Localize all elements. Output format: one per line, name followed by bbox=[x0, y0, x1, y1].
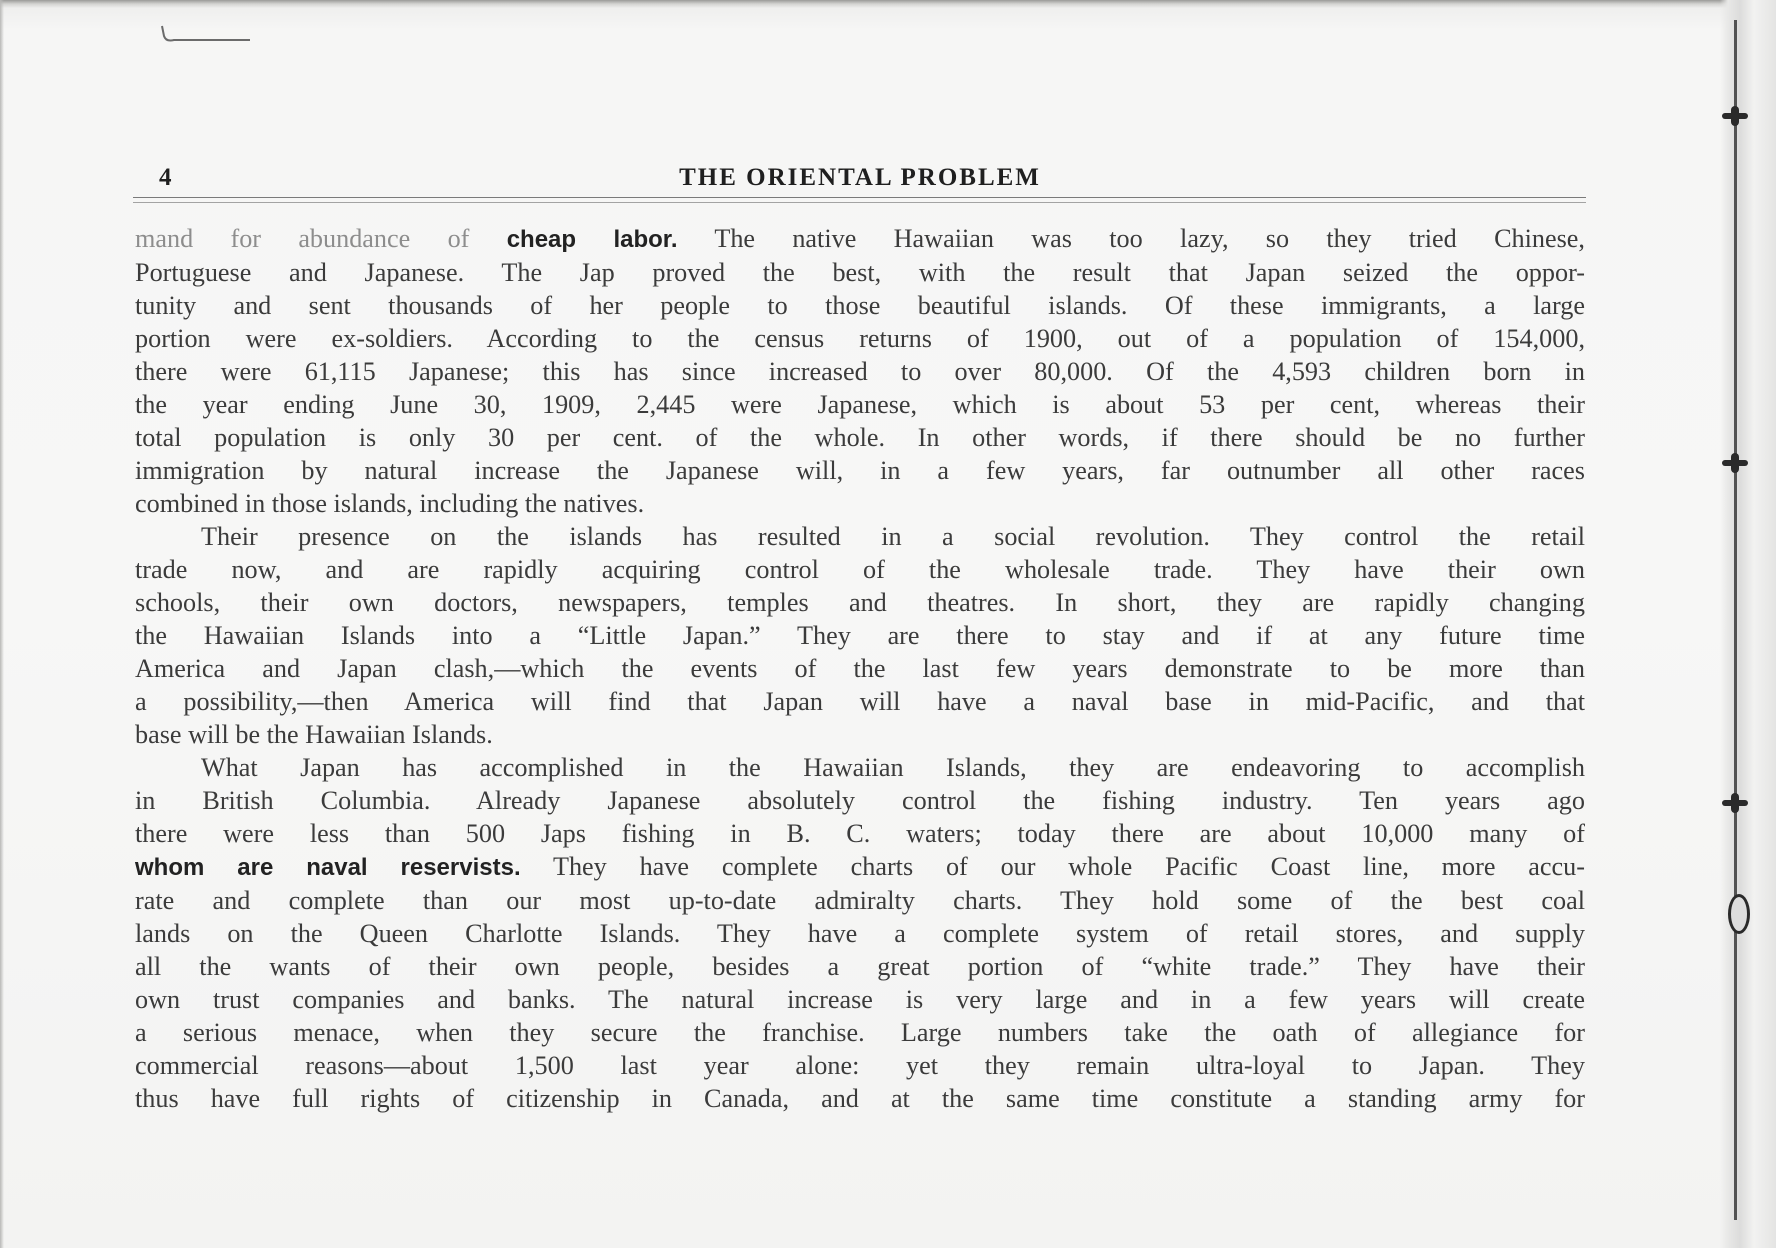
text-segment: in British Columbia. Already Japanese absolutely control the fishing industry. Ten years ago bbox=[135, 786, 1585, 815]
header-rule bbox=[133, 197, 1586, 198]
text-line bbox=[135, 322, 1585, 355]
text-segment: mand for abundance of bbox=[135, 224, 507, 253]
text-segment: thus have full rights of citizenship in Canada, and at the same time constitute a standing army for bbox=[135, 1084, 1585, 1113]
text-segment: Portuguese and Japanese. The Jap proved the best, with the result that Japan seized the oppor- bbox=[135, 258, 1585, 287]
text-line bbox=[135, 685, 1585, 718]
text-line bbox=[135, 817, 1585, 850]
text-line bbox=[135, 586, 1585, 619]
text-segment: the Hawaiian Islands into a “Little Japan.” They are there to stay and if at any future time bbox=[135, 621, 1585, 650]
text-line bbox=[135, 454, 1585, 487]
text-segment: all the wants of their own people, besides a great portion of “white trade.” They have their bbox=[135, 952, 1585, 981]
text-segment: own trust companies and banks. The natural increase is very large and in a few years will create bbox=[135, 985, 1585, 1014]
text-segment: Their presence on the islands has resulted in a social revolution. They control the retail bbox=[201, 522, 1585, 551]
text-line bbox=[135, 355, 1585, 388]
text-line bbox=[135, 421, 1585, 454]
text-line bbox=[135, 553, 1585, 586]
paragraph bbox=[135, 222, 1585, 520]
pencil-mark bbox=[160, 22, 260, 48]
text-line bbox=[135, 718, 1585, 751]
text-line bbox=[135, 784, 1585, 817]
page-top-edge bbox=[0, 0, 1776, 8]
emphasized-text: cheap labor. bbox=[506, 226, 678, 253]
text-line bbox=[135, 917, 1585, 950]
text-line bbox=[135, 850, 1585, 884]
text-line bbox=[135, 1082, 1585, 1115]
page-header bbox=[135, 160, 1585, 200]
binding-stitch bbox=[1728, 894, 1750, 934]
text-segment: immigration by natural increase the Japanese will, in a few years, far outnumber all other races bbox=[135, 456, 1585, 485]
text-line bbox=[135, 289, 1585, 322]
text-segment: trade now, and are rapidly acquiring control of the wholesale trade. They have their own bbox=[135, 555, 1585, 584]
text-line bbox=[135, 619, 1585, 652]
text-segment: They have complete charts of our whole Pacific Coast line, more accu- bbox=[520, 852, 1585, 881]
text-line bbox=[135, 520, 1585, 553]
text-segment: tunity and sent thousands of her people to those beautiful islands. Of these immigrants, a large bbox=[135, 291, 1585, 320]
text-segment: schools, their own doctors, newspapers, temples and theatres. In short, they are rapidly changing bbox=[135, 588, 1585, 617]
paragraph bbox=[135, 751, 1585, 1115]
emphasized-text: whom are naval reservists. bbox=[135, 854, 521, 881]
text-line bbox=[135, 256, 1585, 289]
text-line bbox=[135, 1049, 1585, 1082]
text-segment: the year ending June 30, 1909, 2,445 were Japanese, which is about 53 per cent, whereas their bbox=[135, 390, 1585, 419]
paragraph bbox=[135, 520, 1585, 751]
text-segment: a serious menace, when they secure the franchise. Large numbers take the oath of allegiance for bbox=[135, 1018, 1585, 1047]
text-line bbox=[135, 983, 1585, 1016]
text-segment: America and Japan clash,—which the events of the last few years demonstrate to be more than bbox=[135, 654, 1585, 683]
text-segment: base will be the Hawaiian Islands. bbox=[135, 720, 493, 749]
text-line bbox=[135, 652, 1585, 685]
running-head: THE ORIENTAL PROBLEM bbox=[679, 164, 1041, 191]
binding-stitch bbox=[1722, 800, 1748, 806]
text-segment: The native Hawaiian was too lazy, so they tried Chinese, bbox=[677, 224, 1585, 253]
text-segment: lands on the Queen Charlotte Islands. They have a complete system of retail stores, and supply bbox=[135, 919, 1585, 948]
text-segment: combined in those islands, including the natives. bbox=[135, 489, 645, 518]
text-segment: portion were ex-soldiers. According to the census returns of 1900, out of a population of 154,000, bbox=[135, 324, 1585, 353]
binding-thread bbox=[1734, 20, 1737, 1220]
text-line bbox=[135, 751, 1585, 784]
text-line bbox=[135, 487, 1585, 520]
text-segment: commercial reasons—about 1,500 last year alone: yet they remain ultra-loyal to Japan. They bbox=[135, 1051, 1585, 1080]
text-line bbox=[135, 884, 1585, 917]
text-line bbox=[135, 388, 1585, 421]
text-segment: What Japan has accomplished in the Hawaiian Islands, they are endeavoring to accomplish bbox=[201, 753, 1585, 782]
page-left-edge bbox=[0, 0, 4, 1248]
text-segment: there were less than 500 Japs fishing in B. C. waters; today there are about 10,000 many of bbox=[135, 819, 1585, 848]
binding-stitch bbox=[1722, 113, 1748, 119]
text-segment: total population is only 30 per cent. of the whole. In other words, if there should be no further bbox=[135, 423, 1585, 452]
text-line bbox=[135, 1016, 1585, 1049]
text-segment: there were 61,115 Japanese; this has since increased to over 80,000. Of the 4,593 children born in bbox=[135, 357, 1585, 386]
text-segment: a possibility,—then America will find that Japan will have a naval base in mid-Pacific, and that bbox=[135, 687, 1585, 716]
text-line bbox=[135, 222, 1585, 256]
text-segment: rate and complete than our most up-to-date admiralty charts. They hold some of the best coal bbox=[135, 886, 1585, 915]
page-number: 4 bbox=[159, 164, 172, 191]
binding-stitch bbox=[1722, 460, 1748, 466]
binding-edge bbox=[1720, 0, 1776, 1248]
header-rule bbox=[133, 202, 1586, 203]
text-line bbox=[135, 950, 1585, 983]
body-text bbox=[135, 222, 1585, 1115]
